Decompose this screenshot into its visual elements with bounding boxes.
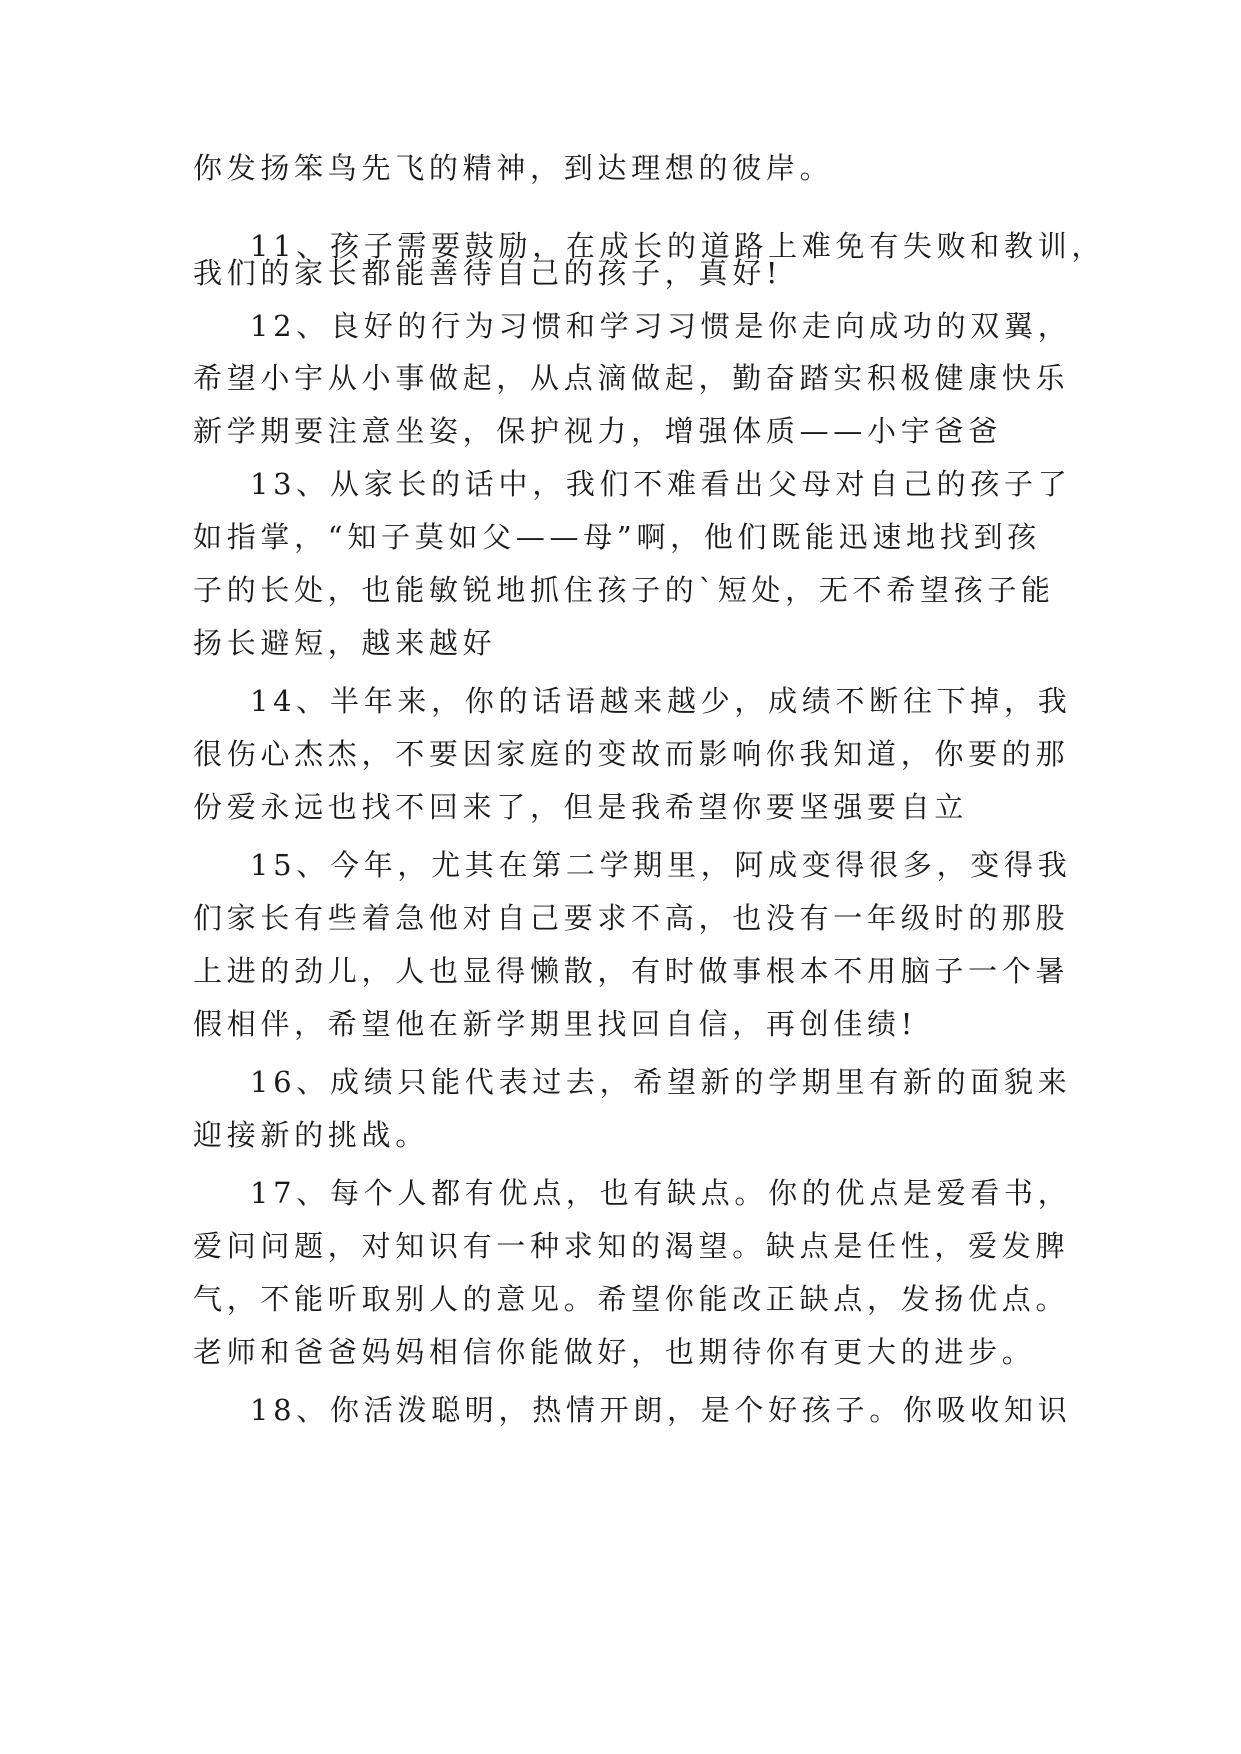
paragraph-11-start: 11、孩子需要鼓励，在成长的道路上难免有失败和教训， (250, 229, 1106, 263)
text-line: 子的长处，也能敏锐地抓住孩子的`短处，无不希望孩子能 (193, 573, 1055, 607)
paragraph-18-start: 18、你活泼聪明，热情开朗，是个好孩子。你吸收知识 (250, 1393, 1072, 1427)
paragraph-15-start: 15、今年，尤其在第二学期里，阿成变得很多，变得我 (250, 848, 1072, 882)
text-line: 如指掌，“知子莫如父——母”啊，他们既能迅速地找到孩 (193, 520, 1041, 554)
text-line: 你发扬笨鸟先飞的精神，到达理想的彼岸。 (193, 151, 834, 185)
text-line: 迎接新的挑战。 (193, 1118, 429, 1152)
text-line: 上进的劲儿，人也显得懒散，有时做事根本不用脑子一个暑 (193, 954, 1070, 988)
paragraph-13-start: 13、从家长的话中，我们不难看出父母对自己的孩子了 (250, 467, 1072, 501)
paragraph-14-start: 14、半年来，你的话语越来越少，成绩不断往下掉，我 (250, 684, 1072, 718)
text-line: 新学期要注意坐姿，保护视力，增强体质——小宇爸爸 (193, 414, 1002, 448)
text-line: 希望小宇从小事做起，从点滴做起，勤奋踏实积极健康快乐 (193, 361, 1070, 395)
text-line: 气，不能听取别人的意见。希望你能改正缺点，发扬优点。 (193, 1282, 1070, 1316)
paragraph-17-start: 17、每个人都有优点，也有缺点。你的优点是爱看书， (250, 1176, 1072, 1210)
text-line: 们家长有些着急他对自己要求不高，也没有一年级时的那股 (193, 901, 1070, 935)
text-line: 假相伴，希望他在新学期里找回自信，再创佳绩! (193, 1007, 918, 1041)
text-line: 扬长避短，越来越好 (193, 626, 497, 660)
text-line: 爱问问题，对知识有一种求知的渴望。缺点是任性，爱发脾 (193, 1229, 1070, 1263)
text-line: 我们的家长都能善待自己的孩子，真好! (193, 256, 783, 290)
text-line: 很伤心杰杰，不要因家庭的变故而影响你我知道，你要的那 (193, 737, 1070, 771)
text-line: 份爱永远也找不回来了，但是我希望你要坚强要自立 (193, 790, 969, 824)
paragraph-12-start: 12、良好的行为习惯和学习习惯是你走向成功的双翼， (250, 309, 1072, 343)
text-line: 老师和爸爸妈妈相信你能做好，也期待你有更大的进步。 (193, 1335, 1036, 1369)
paragraph-16-start: 16、成绩只能代表过去，希望新的学期里有新的面貌来 (250, 1065, 1072, 1099)
